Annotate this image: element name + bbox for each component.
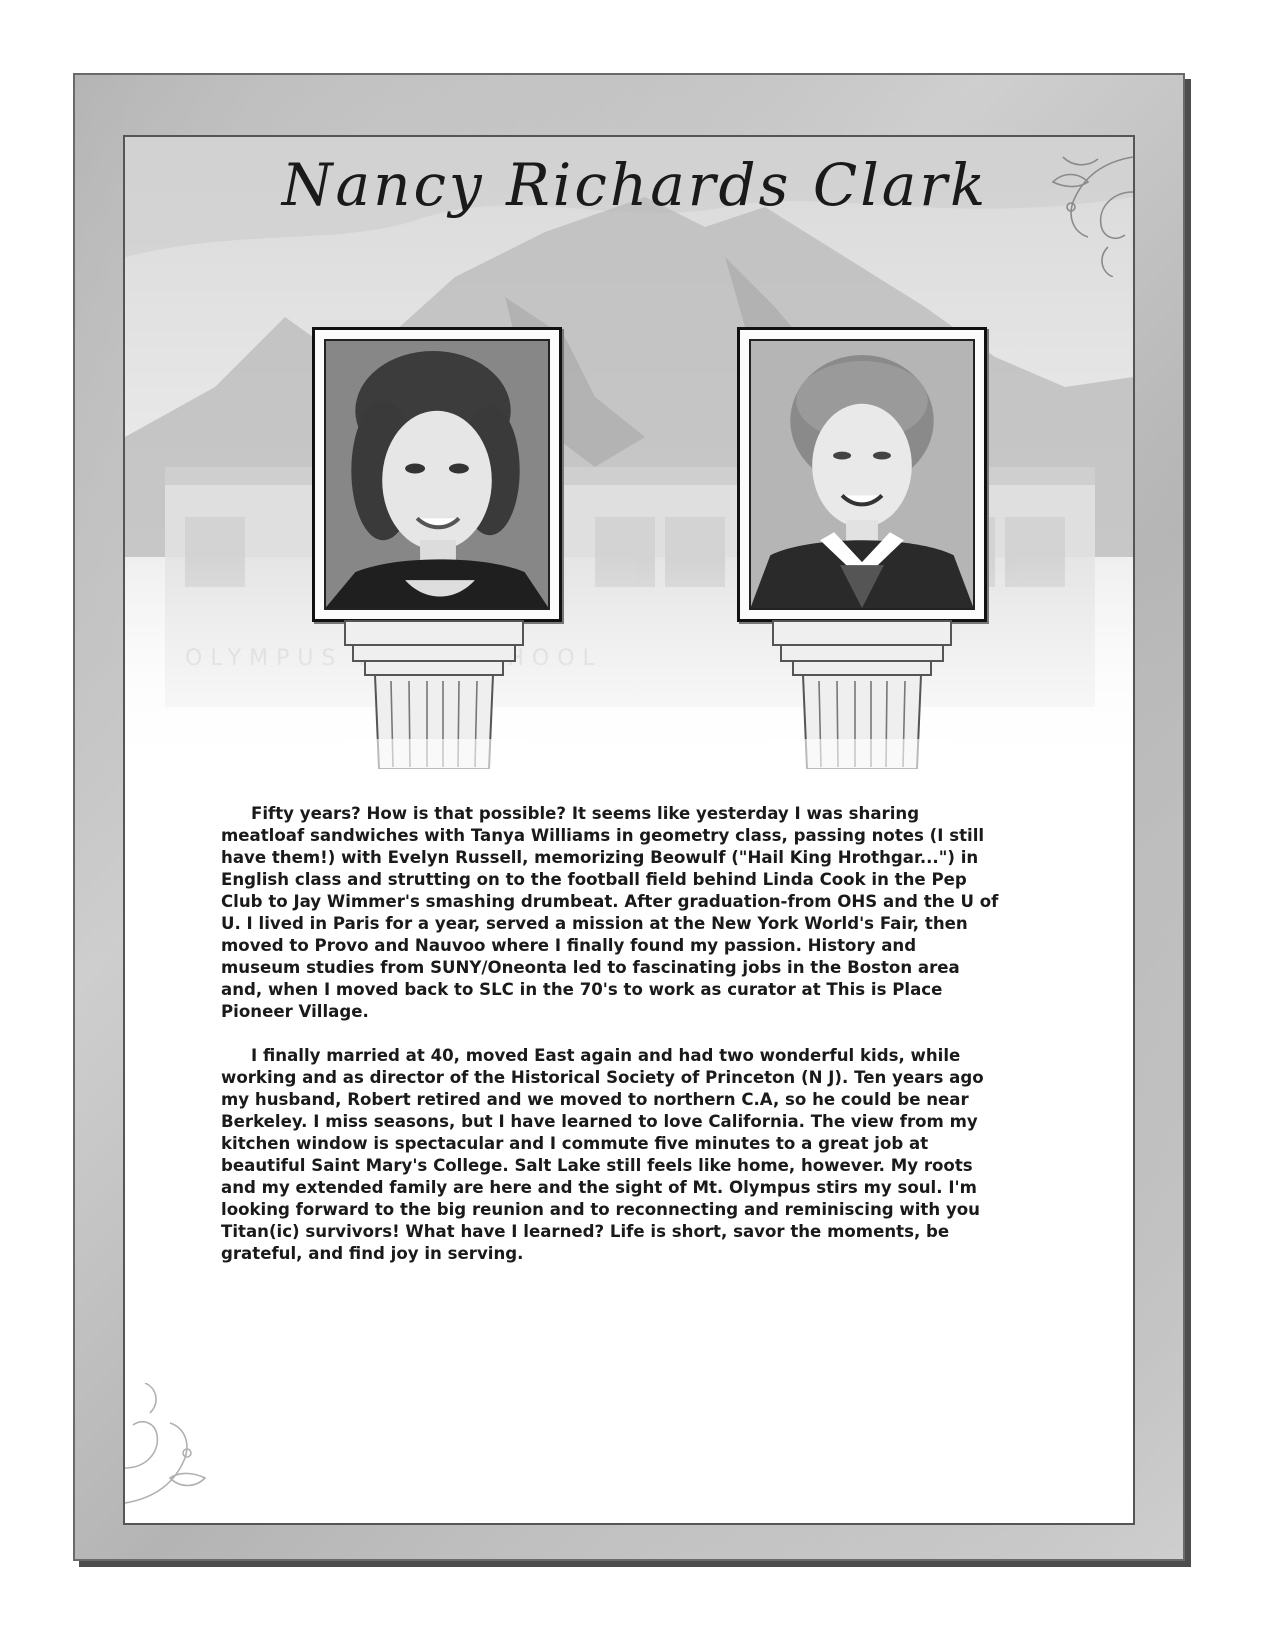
biography-text	[221, 803, 999, 1287]
content-panel	[123, 135, 1135, 1525]
page-frame	[73, 73, 1185, 1561]
pillar-icon	[767, 619, 957, 769]
floral-ornament-icon	[125, 1383, 265, 1523]
pillar-icon	[339, 619, 529, 769]
page-title: Nancy Richards Clark	[281, 151, 989, 219]
portrait-young-woman-icon	[326, 341, 548, 608]
bio-paragraph: Fifty years? How is that possible? It seems like yesterday I was sharing meatloaf sandwiches with Tanya Williams in geometry class, passing notes (I still have them!) with Evelyn Russell, memorizing Beowulf ("Hail King Hrothgar...") in English class and strutting on to the football field behind Linda Cook in the Pep Club to Jay Wimmer's smashing drumbeat. After graduation-from OHS and the U of U. I lived in Paris for a year, served a mission at the New York World's Fair, then moved to Provo and Nauvoo where I finally found my passion. History and museum studies from SUNY/Oneonta led to fascinating jobs in the Boston area and, when I moved back to SLC in the 70's to work as curator at This is Place Pioneer Village.	[221, 804, 999, 1021]
current-photo	[737, 327, 987, 622]
portrait-older-woman-icon	[751, 341, 973, 608]
bio-paragraph: I finally married at 40, moved East again and had two wonderful kids, while working and as director of the Historical Society of Princeton (N J). Ten years ago my husband, Robert retired and we moved to northern C.A, so he could be near Berkeley. I miss seasons, but I have learned to love California. The view from my kitchen window is spectacular and I commute five minutes to a great job at beautiful Saint Mary's College. Salt Lake still feels like home, however. My roots and my extended family are here and the sight of Mt. Olympus stirs my soul. I'm looking forward to the big reunion and to reconnecting and reminiscing with you Titan(ic) survivors! What have I learned? Life is short, savor the moments, be grateful, and find joy in serving.	[221, 1046, 984, 1263]
yearbook-photo	[312, 327, 562, 622]
